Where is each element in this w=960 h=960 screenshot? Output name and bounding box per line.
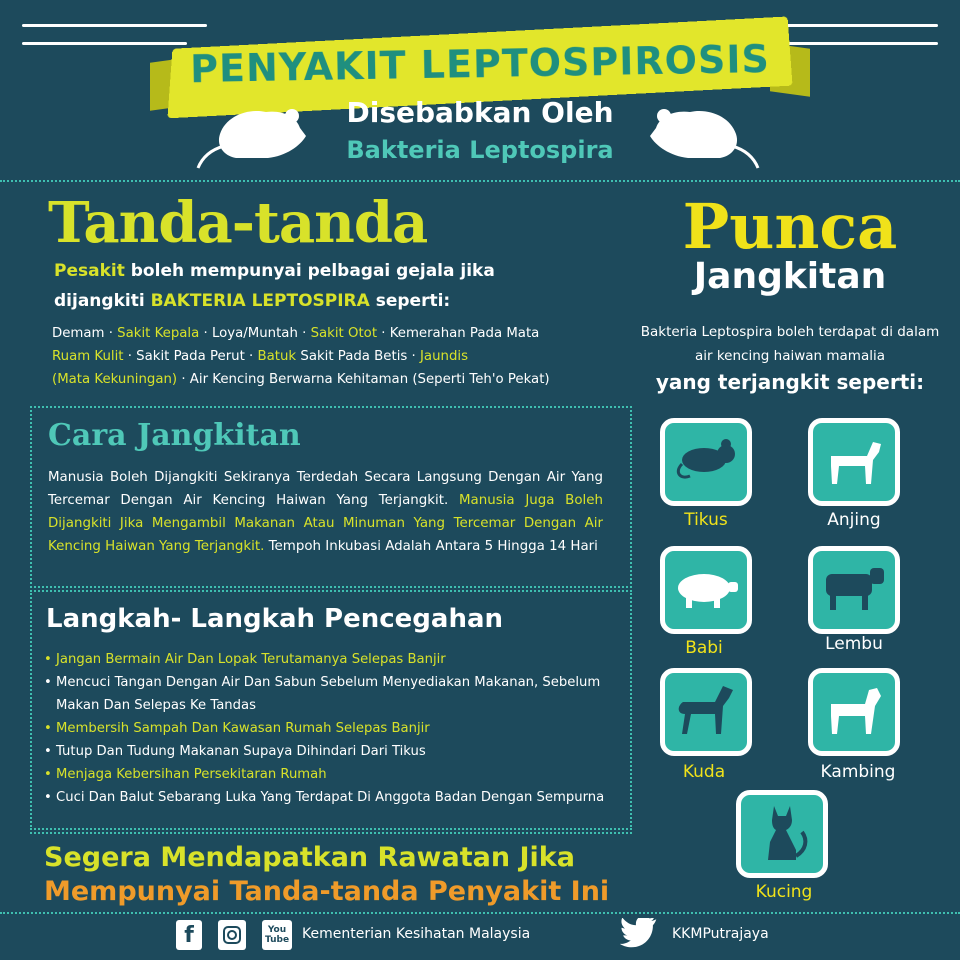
pig-icon	[670, 564, 742, 616]
intro-patient: Pesakit	[54, 261, 125, 281]
transmission-heading: Cara Jangkitan	[48, 418, 301, 453]
twitter-handle[interactable]: KKMPutrajaya	[672, 926, 769, 942]
symptom-item: Sakit Otot	[310, 326, 378, 341]
goat-icon	[821, 680, 887, 744]
symptom-item: Demam	[52, 326, 105, 341]
animal-tile-tikus	[660, 418, 752, 506]
animal-tile-kuda	[660, 668, 752, 756]
prevention-item: • Menjaga Kebersihan Persekitaran Rumah	[44, 763, 624, 786]
intro-like: seperti:	[369, 291, 451, 311]
symptom-item: Batuk	[257, 349, 297, 364]
instagram-icon[interactable]	[218, 920, 246, 950]
rat-left-icon	[196, 98, 316, 170]
top-right-line-1	[762, 24, 938, 27]
intro-infected: dijangkiti	[54, 291, 151, 311]
prevention-list	[44, 648, 624, 809]
prevention-heading: Langkah- Langkah Pencegahan	[46, 604, 504, 634]
cause-heading: Punca	[682, 190, 898, 263]
top-left-line-1	[22, 24, 207, 27]
animal-label: Kucing	[755, 882, 813, 902]
cta-line-2: Mempunyai Tanda-tanda Penyakit Ini	[44, 876, 610, 907]
prevention-item: • Jangan Bermain Air Dan Lopak Terutamanya Selepas Banjir	[44, 648, 624, 671]
animal-tile-kambing	[808, 668, 900, 756]
cat-icon	[752, 800, 812, 868]
animal-label: Anjing	[827, 510, 881, 530]
symptom-item: Jaundis	[420, 349, 469, 364]
symptom-item: Sakit Pada Perut	[136, 349, 245, 364]
facebook-icon[interactable]: f	[176, 920, 202, 950]
animal-tile-lembu	[808, 546, 900, 634]
signs-intro	[54, 256, 614, 316]
transmission-text-b: Manusia Juga Boleh Dijangkiti Jika Mengambil Makanan Atau Minuman Yang Tercemar Dengan Air Kencing Haiwan Yang Terjangkit.	[48, 493, 604, 554]
cow-icon	[818, 562, 890, 618]
symptom-item: Ruam Kulit	[52, 349, 124, 364]
animal-label: Kuda	[682, 762, 726, 782]
animal-tile-anjing	[808, 418, 900, 506]
youtube-you-text: You	[267, 925, 287, 935]
symptom-item: (Mata Kekuningan)	[52, 372, 178, 387]
youtube-icon[interactable]	[262, 920, 292, 950]
subtitle-caused-by: Disebabkan Oleh	[346, 96, 614, 129]
page-title: PENYAKIT LEPTOSPIROSIS	[189, 36, 771, 92]
symptom-item: Sakit Pada Betis	[300, 349, 408, 364]
animal-label: Tikus	[684, 510, 728, 530]
animal-tile-kucing	[736, 790, 828, 878]
rat-icon	[670, 436, 742, 488]
cause-description-2: yang terjangkit seperti:	[655, 370, 925, 394]
ministry-name: Kementerian Kesihatan Malaysia	[302, 926, 531, 942]
cause-description: Bakteria Leptospira boleh terdapat di dalam air kencing haiwan mamalia	[640, 324, 940, 364]
transmission-text-c: Tempoh Inkubasi Adalah Antara 5 Hingga 14 Hari	[264, 539, 598, 554]
subtitle-bacteria: Bakteria Leptospira	[346, 136, 614, 164]
signs-heading: Tanda-tanda	[48, 190, 428, 256]
prevention-item: • Mencuci Tangan Dengan Air Dan Sabun Sebelum Menyediakan Makanan, Sebelum Makan Dan Selepas Ke Tandas	[44, 671, 624, 717]
prevention-item: • Membersih Sampah Dan Kawasan Rumah Selepas Banjir	[44, 717, 624, 740]
animal-label: Lembu	[825, 634, 883, 654]
symptom-item: Kemerahan Pada Mata	[389, 326, 540, 341]
prevention-item: • Tutup Dan Tudung Makanan Supaya Dihindari Dari Tikus	[44, 740, 624, 763]
animal-label: Kambing	[820, 762, 896, 782]
cta-line-1: Segera Mendapatkan Rawatan Jika	[44, 842, 575, 873]
symptom-item: Air Kencing Berwarna Kehitaman (Seperti Teh'o Pekat)	[189, 372, 550, 387]
youtube-tube-text: Tube	[264, 935, 290, 945]
symptom-item: Loya/Muntah	[211, 326, 298, 341]
top-right-line-2	[780, 42, 938, 45]
animal-label: Babi	[685, 638, 723, 658]
cause-subheading: Jangkitan	[693, 256, 887, 297]
horse-icon	[673, 680, 739, 744]
dog-icon	[821, 430, 887, 494]
intro-line1: boleh mempunyai pelbagai gejala jika	[124, 261, 495, 281]
divider-footer	[0, 912, 960, 914]
symptom-item: Sakit Kepala	[117, 326, 200, 341]
intro-bacteria: BAKTERIA LEPTOSPIRA	[150, 291, 370, 311]
symptom-list: Demam · Sakit Kepala · Loya/Muntah · Sakit Otot · Kemerahan Pada Mata Ruam Kulit · Sakit Pada Perut · Batuk Sakit Pada Betis · Jaundis (Mata Kekuningan) · Air Kencing Berwarna Kehitaman (Seperti Teh'o Pekat)	[52, 326, 550, 387]
divider-cta	[30, 832, 632, 834]
divider-top	[0, 180, 960, 182]
top-left-line-2	[22, 42, 187, 45]
transmission-text-a: Manusia Boleh Dijangkiti Sekiranya Terdedah Secara Langsung Dengan Air Yang Tercemar Dengan Air Kencing Haiwan Yang Terjangkit.	[48, 470, 603, 508]
animal-tile-babi	[660, 546, 752, 634]
prevention-item: • Cuci Dan Balut Sebarang Luka Yang Terdapat Di Anggota Badan Dengan Sempurna	[44, 786, 624, 809]
twitter-icon[interactable]	[620, 918, 660, 952]
transmission-text	[48, 466, 603, 558]
